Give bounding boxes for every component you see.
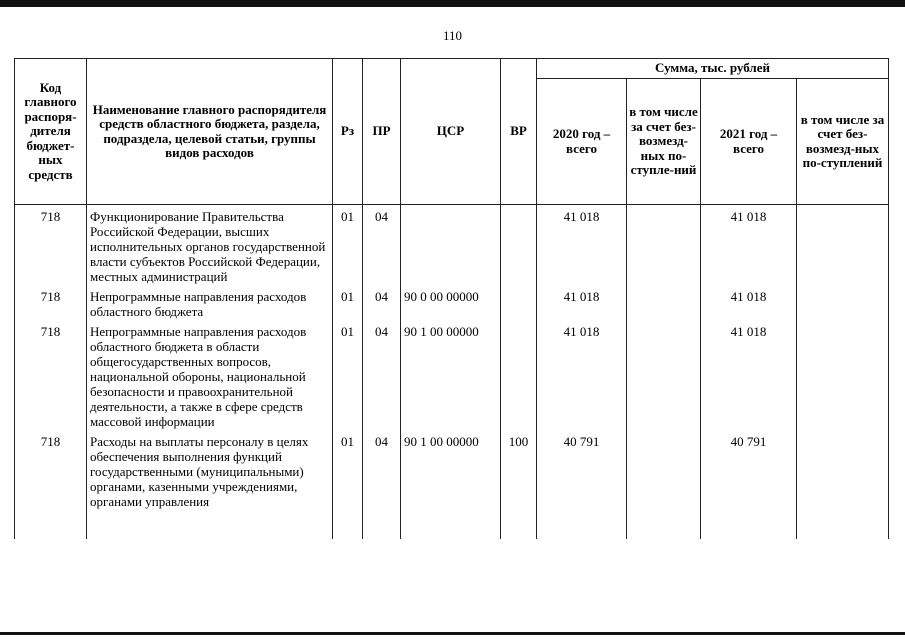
cell-name: Функционирование Правительства Российской Федерации, высших исполнительных органов государственной власти субъектов Российской Федерации, местных администраций bbox=[87, 205, 333, 290]
cell-2020-free bbox=[627, 434, 701, 539]
budget-table bbox=[14, 58, 889, 539]
cell-2021-total: 41 018 bbox=[701, 205, 797, 290]
cell-csr: 90 1 00 00000 bbox=[401, 324, 501, 434]
cell-csr bbox=[401, 205, 501, 290]
cell-code: 718 bbox=[15, 289, 87, 324]
cell-name: Непрограммные направления расходов областного бюджета в области общегосударственных вопросов, национальной обороны, национальной безопасности и правоохранительной деятельности, а также в сфере средств массовой информации bbox=[87, 324, 333, 434]
cell-pr: 04 bbox=[363, 205, 401, 290]
cell-csr: 90 0 00 00000 bbox=[401, 289, 501, 324]
cell-2020-total: 41 018 bbox=[537, 205, 627, 290]
cell-2021-total: 40 791 bbox=[701, 434, 797, 539]
header-code: Код главного распоря-дителя бюджет-ных средств bbox=[15, 59, 87, 205]
cell-rz: 01 bbox=[333, 434, 363, 539]
table-row bbox=[15, 289, 889, 324]
cell-name: Непрограммные направления расходов областного бюджета bbox=[87, 289, 333, 324]
cell-2020-total: 41 018 bbox=[537, 289, 627, 324]
cell-2021-free bbox=[797, 324, 889, 434]
header-2021-free: в том числе за счет без-возмезд-ных по-ступлений bbox=[797, 79, 889, 205]
cell-vr bbox=[501, 324, 537, 434]
cell-2021-total: 41 018 bbox=[701, 324, 797, 434]
header-name: Наименование главного распорядителя средств областного бюджета, раздела, подраздела, целевой статьи, группы видов расходов bbox=[87, 59, 333, 205]
cell-vr: 100 bbox=[501, 434, 537, 539]
cell-2020-total: 40 791 bbox=[537, 434, 627, 539]
table-row bbox=[15, 434, 889, 539]
cell-vr bbox=[501, 289, 537, 324]
cell-rz: 01 bbox=[333, 324, 363, 434]
cell-2020-free bbox=[627, 289, 701, 324]
cell-2021-total: 41 018 bbox=[701, 289, 797, 324]
cell-2020-total: 41 018 bbox=[537, 324, 627, 434]
cell-2021-free bbox=[797, 434, 889, 539]
bottom-scan-border bbox=[0, 632, 905, 635]
cell-rz: 01 bbox=[333, 289, 363, 324]
cell-pr: 04 bbox=[363, 289, 401, 324]
header-csr: ЦСР bbox=[401, 59, 501, 205]
table-row bbox=[15, 205, 889, 290]
top-scan-border bbox=[0, 0, 905, 7]
cell-code: 718 bbox=[15, 205, 87, 290]
cell-2021-free bbox=[797, 205, 889, 290]
cell-pr: 04 bbox=[363, 434, 401, 539]
header-sum-group: Сумма, тыс. рублей bbox=[537, 59, 889, 79]
cell-code: 718 bbox=[15, 434, 87, 539]
cell-rz: 01 bbox=[333, 205, 363, 290]
page-number: 110 bbox=[442, 28, 463, 43]
cell-code: 718 bbox=[15, 324, 87, 434]
header-2020-free: в том числе за счет без-возмезд-ных по-ступле-ний bbox=[627, 79, 701, 205]
cell-2020-free bbox=[627, 205, 701, 290]
header-2021-total: 2021 год – всего bbox=[701, 79, 797, 205]
cell-2020-free bbox=[627, 324, 701, 434]
cell-2021-free bbox=[797, 289, 889, 324]
cell-pr: 04 bbox=[363, 324, 401, 434]
cell-name: Расходы на выплаты персоналу в целях обеспечения выполнения функций государственными (муниципальными) органами, казенными учреждениями, органами управления bbox=[87, 434, 333, 539]
cell-csr: 90 1 00 00000 bbox=[401, 434, 501, 539]
header-vr: ВР bbox=[501, 59, 537, 205]
table-row bbox=[15, 324, 889, 434]
header-rz: Рз bbox=[333, 59, 363, 205]
header-2020-total: 2020 год – всего bbox=[537, 79, 627, 205]
cell-vr bbox=[501, 205, 537, 290]
header-pr: ПР bbox=[363, 59, 401, 205]
